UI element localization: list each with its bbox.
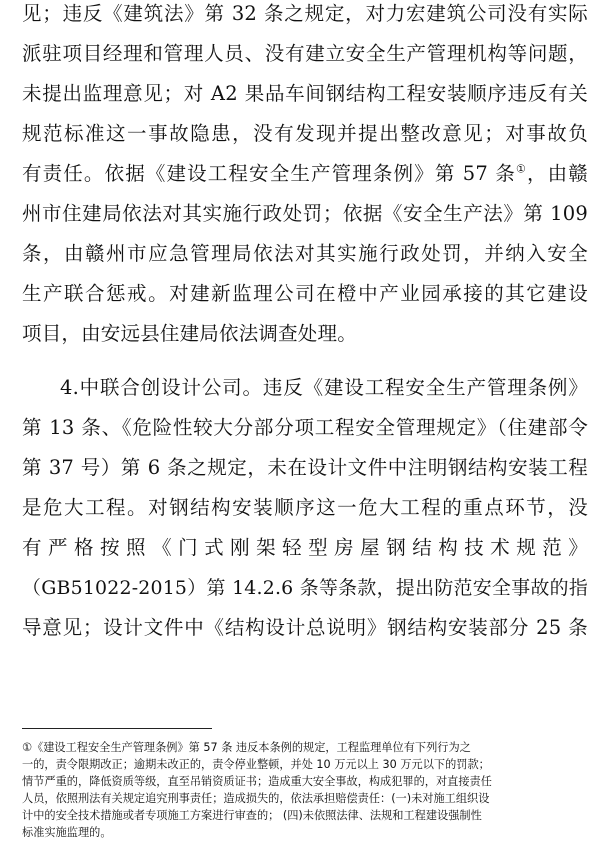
body-line-3: 未提出监理意见；对 A2 果品车间钢结构工程安装顺序违反有关 <box>22 82 588 105</box>
body-line-4: 规范标准这一事故隐患，没有发现并提出整改意见；对事故负 <box>22 122 588 145</box>
footnote-line-3: 情节严重的，降低资质等级，直至吊销资质证书；造成重大安全事故，构成犯罪的，对直接责任 <box>22 775 492 788</box>
body-line-13: 是危大工程。对钢结构安装顺序这一危大工程的重点环节，没 <box>22 496 588 519</box>
footnote-line-2: 一的，责令限期改正；逾期未改正的，责令停业整顿，并处 10 万元以上 30 万元以下的罚款； <box>22 758 490 771</box>
body-line-12: 第 37 号）第 6 条之规定，未在设计文件中注明钢结构安装工程 <box>22 456 588 479</box>
body-line-5-tail: ，由赣 <box>527 162 588 185</box>
body-line-5-text: 有责任。依据《建设工程安全生产管理条例》第 57 条 <box>22 162 516 185</box>
body-line-16: 导意见；设计文件中《结构设计总说明》钢结构安装部分 25 条 <box>22 616 588 639</box>
body-line-14: 有严格按照《门式刚架轻型房屋钢结构技术规范》 <box>22 536 588 559</box>
footnote-reference[interactable]: ① <box>516 162 528 176</box>
footnote-line-1: ①《建设工程安全生产管理条例》第 57 条 违反本条例的规定，工程监理单位有下列行为之 <box>22 741 471 754</box>
body-line-9: 项目，由安远县住建局依法调查处理。 <box>22 322 357 345</box>
body-line-7: 条，由赣州市应急管理局依法对其实施行政处罚，并纳入安全 <box>22 242 588 265</box>
body-line-1: 见；违反《建筑法》第 32 条之规定，对力宏建筑公司没有实际 <box>22 2 588 25</box>
body-line-6: 州市住建局依法对其实施行政处罚；依据《安全生产法》第 109 <box>22 202 588 225</box>
body-line-11: 第 13 条、《危险性较大分部分项工程安全管理规定》（住建部令 <box>22 416 588 439</box>
footnote-line-4: 人员，依照刑法有关规定追究刑事责任；造成损失的，依法承担赔偿责任：(一)未对施工组织设 <box>22 792 490 805</box>
footnote-line-6: 标准实施监理的。 <box>22 826 112 839</box>
body-line-5 <box>22 162 588 186</box>
body-line-15: （GB51022-2015）第 14.2.6 条等条款，提出防范安全事故的指 <box>22 577 589 599</box>
footnote-divider <box>22 728 212 729</box>
body-line-8: 生产联合惩戒。对建新监理公司在橙中产业园承接的其它建设 <box>22 282 588 305</box>
footnote-line-5: 计中的安全技术措施或者专项施工方案进行审查的； (四)未依照法律、法规和工程建设强制性 <box>22 809 482 822</box>
body-line-10: 4.中联合创设计公司。违反《建设工程安全生产管理条例》 <box>60 376 588 399</box>
body-line-2: 派驻项目经理和管理人员、没有建立安全生产管理机构等问题， <box>22 42 588 65</box>
